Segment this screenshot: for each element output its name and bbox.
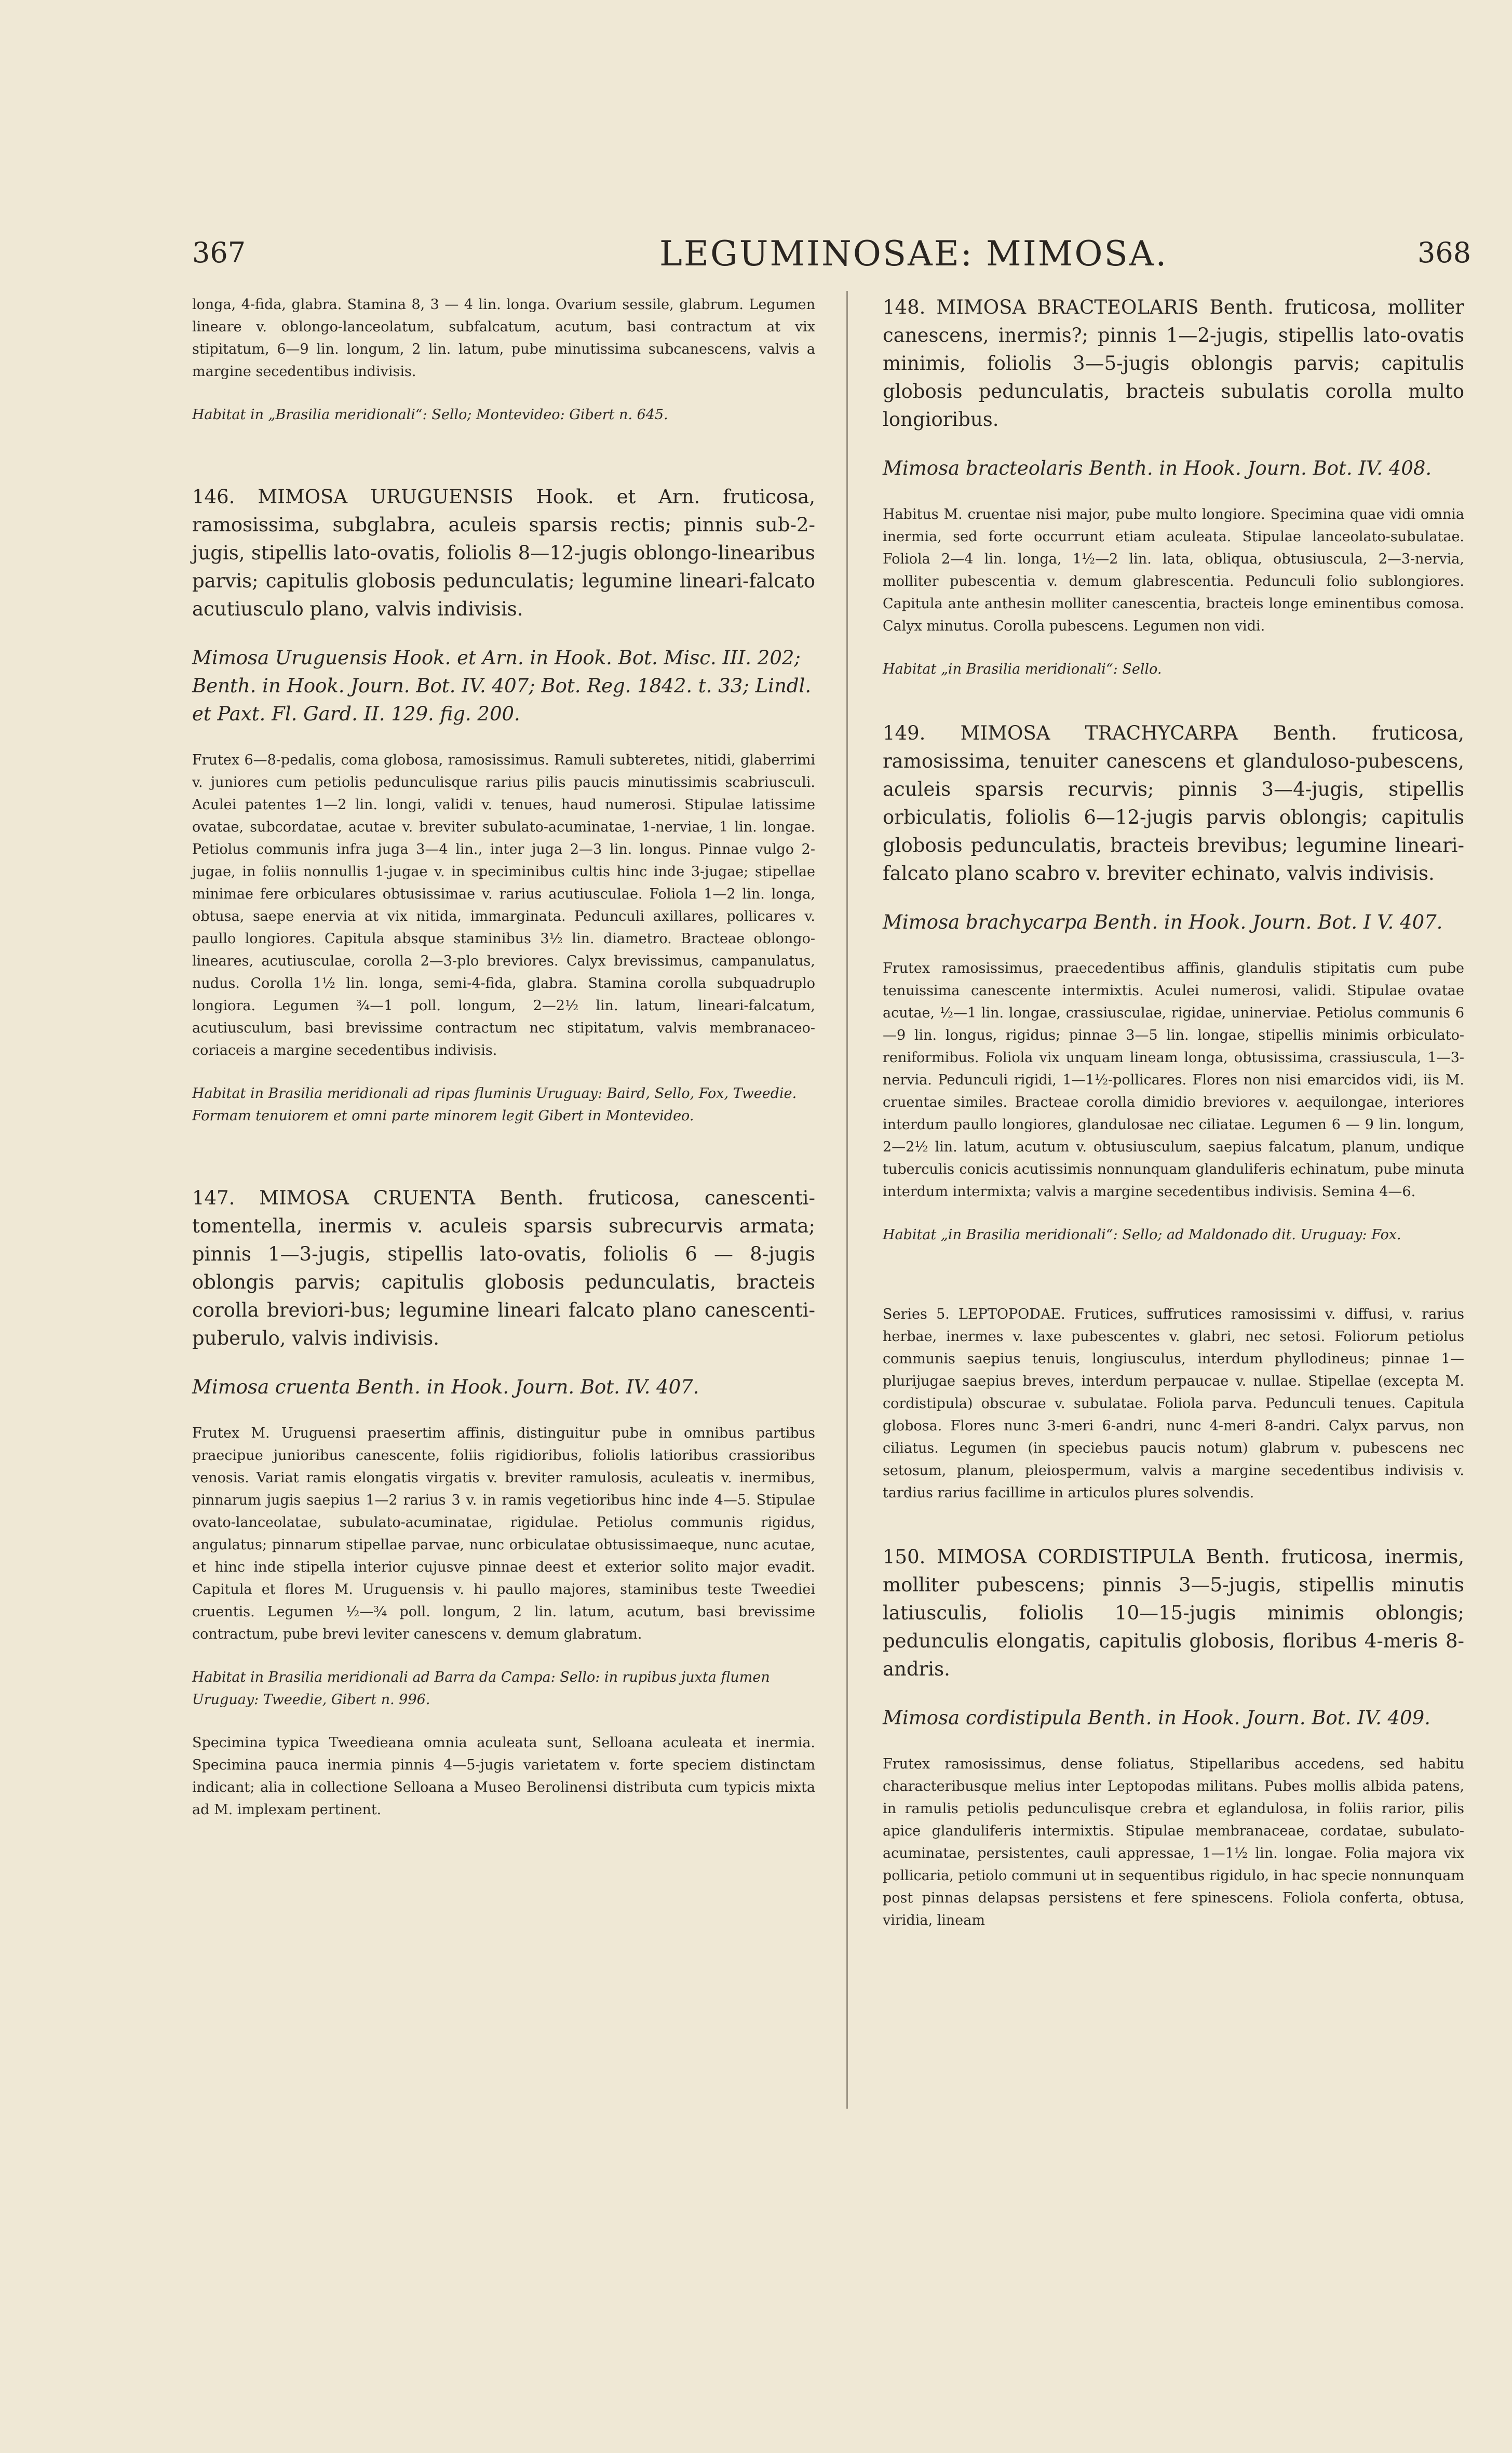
species-149-description: Frutex ramosissimus, praecedentibus affinis, glandulis stipitatis cum pube tenuissima canescente intermixtis. Aculei numerosi, validi. Stipulae ovatae acutae, ½—1 lin. longae, crassiusculae, rigidae, uninerviae. Petiolus communis 6—9 lin. longus, rigidus; pinnae 3—5 lin. longae, stipellis minimis orbiculato-reniformibus. Foliola vix unquam lineam longa, obtusissima, crassiuscula, 1—3-nervia. Pedunculi rigidi, 1—1½-pollicares. Flores non nisi emarcidos vidi, iis M. cruentae similes. Bracteae corolla dimidio breviores v. aequilongae, interiores interdum paullo longiores, glandulosae nec ciliatae. Legumen 6 — 9 lin. longum, 2—2½ lin. latum, acutum v. obtusiusculum, saepius falcatum, planum, undique tuberculis conicis acutissimis nonnunquam glanduliferis echinatum, pube minuta interdum intermixta; valvis a margine secedentibus indivisis. Semina 4—6. [883,960,1464,1200]
species-146-citation: Mimosa Uruguensis Hook. et Arn. in Hook. Bot. Misc. III. 202; Benth. in Hook. Journ. Bot. IV. 407; Bot. Reg. 1842. t. 33; Lindl. et Paxt. Fl. Gard. II. 129. fig. 200. [192,647,812,725]
species-148-habitat: Habitat „in Brasilia meridionali“: Sello. [883,661,1162,677]
continued-habitat: Habitat in „Brasilia meridionali“: Sello; Montevideo: Gibert n. 645. [192,407,668,423]
species-149-citation: Mimosa brachycarpa Benth. in Hook. Journ. Bot. I V. 407. [883,911,1443,933]
species-149-habitat: Habitat „in Brasilia meridionali“: Sello; ad Maldonado dit. Uruguay: Fox. [883,1227,1401,1243]
species-147-citation: Mimosa cruenta Benth. in Hook. Journ. Bot. IV. 407. [192,1376,699,1398]
right-column [883,293,1464,1932]
species-148-citation: Mimosa bracteolaris Benth. in Hook. Journ. Bot. IV. 408. [883,457,1432,479]
page-number-right: 368 [1418,236,1472,269]
continued-description: longa, 4-fida, glabra. Stamina 8, 3 — 4 lin. longa. Ovarium sessile, glabrum. Legumen lineare v. oblongo-lanceolatum, subfalcatum, acutum, basi contractum at vix stipitatum, 6—9 lin. longum, 2 lin. latum, pube minutissima subcanescens, valvis a margine secedentibus indivisis. [192,297,815,380]
series-leptopodae: Series 5. LEPTOPODAE. Frutices, suffrutices ramosissimi v. diffusi, v. rarius herbae, inermes v. laxe pubescentes v. glabri, nec setosi. Foliorum petiolus communis saepius tenuis, longiusculus, interdum phyllodineus; pinnae 1—plurijugae saepius breves, interdum perpaucae v. nullae. Stipellae (excepta M. cordistipula) obscurae v. subulatae. Foliola parva. Pedunculi tenues. Capitula globosa. Flores nunc 3-meri 6-andri, nunc 4-meri 8-andri. Calyx parvus, non ciliatus. Legumen (in speciebus paucis notum) glabrum v. pubescens nec setosum, planum, pleiospermum, valvis a margine secedentibus indivisis v. tardius rarius facillime in articulos plures solvendis. [883,1306,1464,1501]
page-number-left: 367 [192,236,246,269]
species-149-diagnosis: 149. MIMOSA TRACHYCARPA Benth. fruticosa, ramosissima, tenuiter canescens et glanduloso-pubescens, aculeis sparsis recurvis; pinnis 3—4-jugis, stipellis orbiculatis, foliolis 6—12-jugis parvis oblongis; capitulis globosis pedunculatis, bracteis brevibus; legumine lineari-falcato plano scabro v. breviter echinato, valvis indivisis. [883,722,1464,884]
species-147-diagnosis: 147. MIMOSA CRUENTA Benth. fruticosa, canescenti-tomentella, inermis v. aculeis sparsis subrecurvis armata; pinnis 1—3-jugis, stipellis lato-ovatis, foliolis 6 — 8-jugis oblongis parvis; capitulis globosis pedunculatis, bracteis corolla breviori-bus; legumine lineari falcato plano canescenti-puberulo, valvis indivisis. [192,1187,815,1349]
species-146-description: Frutex 6—8-pedalis, coma globosa, ramosissimus. Ramuli subteretes, nitidi, glaberrimi v. juniores cum petiolis pedunculisque rarius pilis paucis minutissimis scabriusculi. Aculei patentes 1—2 lin. longi, validi v. tenues, haud numerosi. Stipulae latissime ovatae, subcordatae, acutae v. breviter subulato-acuminatae, 1-nerviae, 1 lin. longae. Petiolus communis infra juga 3—4 lin., inter juga 2—3 lin. longus. Pinnae vulgo 2-jugae, in foliis nonnullis 1-jugae v. in speciminibus cultis hinc inde 3-jugae; stipellae minimae fere orbiculares obtusissimae v. rarius acutiusculae. Foliola 1—2 lin. longa, obtusa, saepe enervia at vix nitida, immarginata. Pedunculi axillares, pollicares v. paullo longiores. Capitula absque staminibus 3½ lin. diametro. Bracteae oblongo-lineares, acutiusculae, corolla 2—3-plo breviores. Calyx brevissimus, campanulatus, nudus. Corolla 1½ lin. longa, semi-4-fida, glabra. Stamina corolla subquadruplo longiora. Legumen ¾—1 poll. longum, 2—2½ lin. latum, lineari-falcatum, acutiusculum, basi brevissime contractum nec stipitatum, valvis membranaceo-coriaceis a margine secedentibus indivisis. [192,752,815,1058]
species-146-habitat: Habitat in Brasilia meridionali ad ripas fluminis Uruguay: Baird, Sello, Fox, Tweedie. Formam tenuiorem et omni parte minorem legit Gibert in Montevideo. [192,1085,797,1124]
species-147-description: Frutex M. Uruguensi praesertim affinis, distinguitur pube in omnibus partibus praecipue junioribus canescente, foliis rigidioribus, foliolis latioribus crassioribus venosis. Variat ramis elongatis virgatis v. breviter ramulosis, aculeatis v. inermibus, pinnarum jugis saepius 1—2 rarius 3 v. in ramis vegetioribus hinc inde 4—5. Stipulae ovato-lanceolatae, subulato-acuminatae, rigidulae. Petiolus communis rigidus, angulatus; pinnarum stipellae parvae, nunc orbiculatae obtusissimaeque, nunc acutae, et hinc inde stipella interior cujusve pinnae deest et exterior solito major evadit. Capitula et flores M. Uruguensis v. hi paullo majores, staminibus teste Tweediei cruentis. Legumen ½—¾ poll. longum, 2 lin. latum, acutum, basi brevissime contractum, pube brevi leviter canescens v. demum glabratum. [192,1425,815,1642]
left-column [192,293,815,1821]
species-146-diagnosis: 146. MIMOSA URUGUENSIS Hook. et Arn. fruticosa, ramosissima, subglabra, aculeis sparsis rectis; pinnis sub-2-jugis, stipellis lato-ovatis, foliolis 8—12-jugis oblongo-linearibus parvis; capitulis globosis pedunculatis; legumine lineari-falcato acutiusculo plano, valvis indivisis. [192,486,815,620]
species-150-diagnosis: 150. MIMOSA CORDISTIPULA Benth. fruticosa, inermis, molliter pubescens; pinnis 3—5-jugis, stipellis minutis latiusculis, foliolis 10—15-jugis minimis oblongis; pedunculis elongatis, capitulis globosis, floribus 4-meris 8-andris. [883,1546,1464,1680]
species-150-description: Frutex ramosissimus, dense foliatus, Stipellaribus accedens, sed habitu characteribusque melius inter Leptopodas militans. Pubes mollis albida patens, in ramulis petiolis pedunculisque crebra et eglandulosa, in foliis rarior, pilis apice glanduliferis intermixtis. Stipulae membranaceae, cordatae, subulato-acuminatae, persistentes, cauli appressae, 1—1½ lin. longae. Folia majora vix pollicaria, petiolo communi ut in sequentibus rigidulo, in hac specie nonnunquam post pinnas delapsas persistens et fere spinescens. Foliola conferta, obtusa, viridia, lineam [883,1756,1464,1928]
species-147-habitat: Habitat in Brasilia meridionali ad Barra da Campa: Sello: in rupibus juxta flumen Uruguay: Tweedie, Gibert n. 996. [192,1669,770,1708]
species-150-citation: Mimosa cordistipula Benth. in Hook. Journ. Bot. IV. 409. [883,1707,1430,1729]
species-148-description: Habitus M. cruentae nisi major, pube multo longiore. Specimina quae vidi omnia inermia, sed forte occurrunt etiam aculeata. Stipulae lanceolato-subulatae. Foliola 2—4 lin. longa, 1½—2 lin. lata, obliqua, obtusiuscula, 2—3-nervia, molliter pubescentia v. demum glabrescentia. Pedunculi folio sublongiores. Capitula ante anthesin molliter canescentia, bracteis longe eminentibus comosa. Calyx minutus. Corolla pubescens. Legumen non vidi. [883,506,1464,634]
species-147-note: Specimina typica Tweedieana omnia aculeata sunt, Selloana aculeata et inermia. Specimina pauca inermia pinnis 4—5-jugis varietatem v. forte speciem distinctam indicant; alia in collectione Selloana a Museo Berolinensi distributa cum typicis mixta ad M. implexam pertinent. [192,1735,815,1818]
running-title: LEGUMINOSAE: MIMOSA. [659,234,1168,274]
species-148-diagnosis: 148. MIMOSA BRACTEOLARIS Benth. fruticosa, molliter canescens, inermis?; pinnis 1—2-jugis, stipellis lato-ovatis minimis, foliolis 3—5-jugis oblongis parvis; capitulis globosis pedunculatis, bracteis subulatis corolla multo longioribus. [883,296,1464,431]
column-divider [846,291,848,2109]
